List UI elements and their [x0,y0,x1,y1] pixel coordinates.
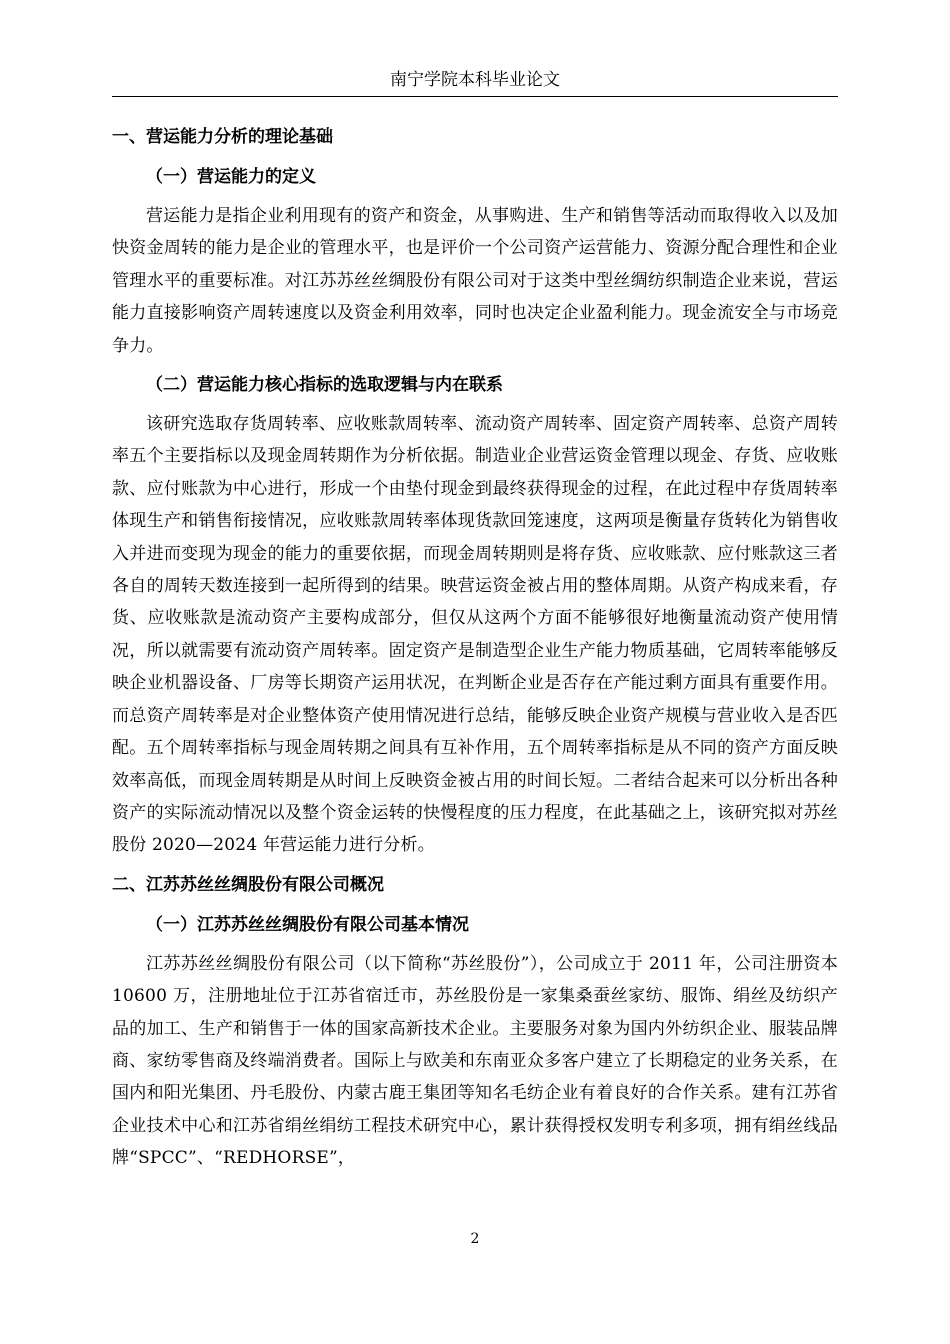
section-heading-1: 一、营运能力分析的理论基础 [112,127,333,147]
header-rule [112,96,838,97]
subsection-heading-1-2: （二）营运能力核心指标的选取逻辑与内在联系 [146,375,503,396]
subsection-heading-1-1: （一）营运能力的定义 [146,167,316,187]
running-header: 南宁学院本科毕业论文 [390,70,560,90]
paragraph-company-basic-info: 江苏苏丝丝绸股份有限公司（以下简称“苏丝股份”），公司成立于 2011 年，公司注册资本 10600 万，注册地址位于江苏省宿迁市，苏丝股份是一家集桑蚕丝家纺、服饰、绢丝及纺织产品的加工、生产和销售于一体的国家高新技术企业。主要服务对象为国内外纺织企业、服装品牌商、家纺零售商及终端消费者。国际上与欧美和东南亚众多客户建立了长期稳定的业务关系，在国内和阳光集团、丹毛股份、内蒙古鹿王集团等知名毛纺企业有着良好的合作关系。建有江苏省企业技术中心和江苏省绢丝绢纺工程技术研究中心，累计获得授权发明专利多项，拥有绢丝线品牌“SPCC”、“REDHORSE”， [112,953,838,1169]
body-text [112,115,838,1181]
page-number: 2 [470,1231,480,1247]
section-heading-2: 二、江苏苏丝丝绸股份有限公司概况 [112,874,384,895]
subsection-heading-2-1: （一）江苏苏丝丝绸股份有限公司基本情况 [146,914,469,935]
paragraph-indicator-selection: 该研究选取存货周转率、应收账款周转率、流动资产周转率、固定资产周转率、总资产周转率五个主要指标以及现金周转期作为分析依据。制造业企业营运资金管理以现金、存货、应收账款、应付账款为中心进行，形成一个由垫付现金到最终获得现金的过程，在此过程中存货周转率体现生产和销售衔接情况，应收账款周转率体现货款回笼速度，这两项是衡量存货转化为销售收入并进而变现为现金的能力的重要依据，而现金周转期则是将存货、应收账款、应付账款这三者各自的周转天数连接到一起所得到的结果。映营运资金被占用的整体周期。从资产构成来看，存货、应收账款是流动资产主要构成部分，但仅从这两个方面不能够很好地衡量流动资产使用情况，所以就需要有流动资产周转率。固定资产是制造型企业生产能力物质基础，它周转率能够反映企业机器设备、厂房等长期资产运用状况，在判断企业是否存在产能过剩方面具有重要作用。而总资产周转率是对企业整体资产使用情况进行总结，能够反映企业资产规模与营业收入是否匹配。五个周转率指标与现金周转期之间具有互补作用，五个周转率指标是从不同的资产方面反映效率高低，而现金周转期是从时间上反映资金被占用的时间长短。二者结合起来可以分析出各种资产的实际流动情况以及整个资金运转的快慢程度的压力程度，在此基础之上，该研究拟对苏丝股份 2020—2024 年营运能力进行分析。 [112,414,838,856]
paragraph-operating-capacity-definition: 营运能力是指企业利用现有的资产和资金，从事购进、生产和销售等活动而取得收入以及加快资金周转的能力是企业的管理水平，也是评价一个公司资产运营能力、资源分配合理性和企业管理水平的重要标准。对江苏苏丝丝绸股份有限公司对于这类中型丝绸纺织制造企业来说，营运能力直接影响资产周转速度以及资金利用效率，同时也决定企业盈利能力。现金流安全与市场竞争力。 [112,206,838,356]
